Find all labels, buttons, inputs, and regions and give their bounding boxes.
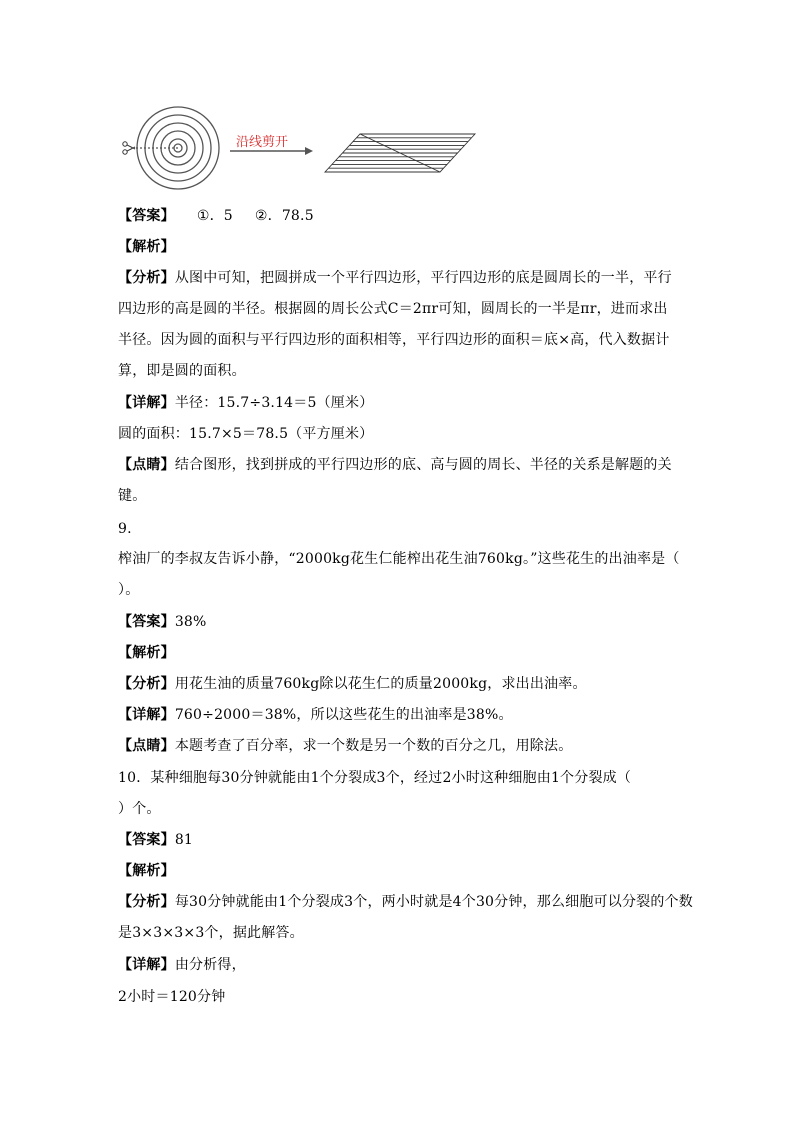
section-tag: 【解析】 xyxy=(118,239,175,255)
text-line xyxy=(118,612,207,632)
text-line xyxy=(118,237,175,257)
text-line xyxy=(118,361,246,381)
text-line xyxy=(118,268,672,288)
section-tag: 【点睛】 xyxy=(118,457,175,473)
line-text: 算，即是圆的面积。 xyxy=(118,363,246,379)
text-line xyxy=(118,580,139,600)
question-number-9 xyxy=(118,519,132,539)
text-line xyxy=(118,674,587,694)
section-tag: 【分析】 xyxy=(118,894,175,910)
figure-svg xyxy=(120,104,480,192)
answer-line-8 xyxy=(118,206,314,226)
text-line xyxy=(118,549,680,569)
line-text: 760÷2000＝38%，所以这些花生的出油率是38%。 xyxy=(174,707,513,723)
text-line xyxy=(118,424,373,444)
line-text: 每30分钟就能由1个分裂成3个，两小时就是4个30分钟，那么细胞可以分裂的个数 xyxy=(174,894,693,910)
line-text: 半径：15.7÷3.14＝5（厘米） xyxy=(174,395,374,411)
section-tag: 【详解】 xyxy=(118,957,175,973)
answer-part-2: ②．78.5 xyxy=(254,208,314,224)
section-tag: 【详解】 xyxy=(118,395,175,411)
text-line xyxy=(118,892,693,912)
text-line xyxy=(118,643,175,663)
arrow xyxy=(230,134,313,155)
line-text: 9. xyxy=(118,521,132,537)
text-line xyxy=(118,705,513,725)
section-tag: 【分析】 xyxy=(118,676,175,692)
line-text: 是3×3×3×3个，据此解答。 xyxy=(118,925,304,941)
line-text: 键。 xyxy=(118,488,147,504)
line-text: ）。 xyxy=(118,582,140,598)
arrow-label: 沿线剪开 xyxy=(236,135,289,150)
question-number-10 xyxy=(118,768,631,788)
line-text: 榨油厂的李叔友告诉小静，“2000kg花生仁能榨出花生油760kg。”这些花生的出油率是（ xyxy=(118,551,680,567)
text-line xyxy=(118,799,161,819)
circle-to-parallelogram-figure xyxy=(120,104,480,192)
line-text: 结合图形，找到拼成的平行四边形的底、高与圆的周长、半径的关系是解题的关 xyxy=(174,457,672,473)
section-tag: 【分析】 xyxy=(118,270,175,286)
text-line xyxy=(118,861,175,881)
line-text: 81 xyxy=(174,832,194,848)
text-line xyxy=(118,923,304,943)
section-tag: 【解析】 xyxy=(118,645,175,661)
text-line xyxy=(118,330,670,350)
section-tag: 【答案】 xyxy=(118,832,175,848)
text-line xyxy=(118,830,193,850)
section-tag: 【详解】 xyxy=(118,707,175,723)
line-text: 38% xyxy=(174,614,207,630)
text-line xyxy=(118,955,246,975)
text-line xyxy=(118,486,146,506)
section-tag: 【点睛】 xyxy=(118,738,175,754)
line-text: 由分析得， xyxy=(174,957,246,973)
text-line xyxy=(118,736,572,756)
section-tag: 【解析】 xyxy=(118,863,175,879)
line-text: 用花生油的质量760kg除以花生仁的质量2000kg，求出出油率。 xyxy=(174,676,587,692)
text-line xyxy=(118,455,672,475)
striped-parallelogram xyxy=(325,134,475,172)
line-text: 10．某种细胞每30分钟就能由1个分裂成3个，经过2小时这种细胞由1个分裂成（ xyxy=(118,770,632,786)
concentric-circles xyxy=(132,107,219,189)
section-tag: 【答案】 xyxy=(118,614,175,630)
text-line xyxy=(118,393,373,413)
line-text: 从图中可知，把圆拼成一个平行四边形，平行四边形的底是圆周长的一半，平行 xyxy=(174,270,672,286)
line-text: 本题考查了百分率，求一个数是另一个数的百分之几，用除法。 xyxy=(174,738,573,754)
text-line xyxy=(118,299,668,319)
answer-tag: 【答案】 xyxy=(118,208,175,224)
line-text: ）个。 xyxy=(118,801,161,817)
line-text: 四边形的高是圆的半径。根据圆的周长公式C＝2πr可知，圆周长的一半是πr，进而求出 xyxy=(118,301,668,317)
line-text: 半径。因为圆的面积与平行四边形的面积相等，平行四边形的面积＝底×高，代入数据计 xyxy=(118,332,670,348)
answer-part-1: ①．5 xyxy=(196,208,233,224)
text-line xyxy=(118,987,225,1007)
line-text: 2小时＝120分钟 xyxy=(118,989,226,1005)
line-text: 圆的面积：15.7×5＝78.5（平方厘米） xyxy=(118,426,374,442)
